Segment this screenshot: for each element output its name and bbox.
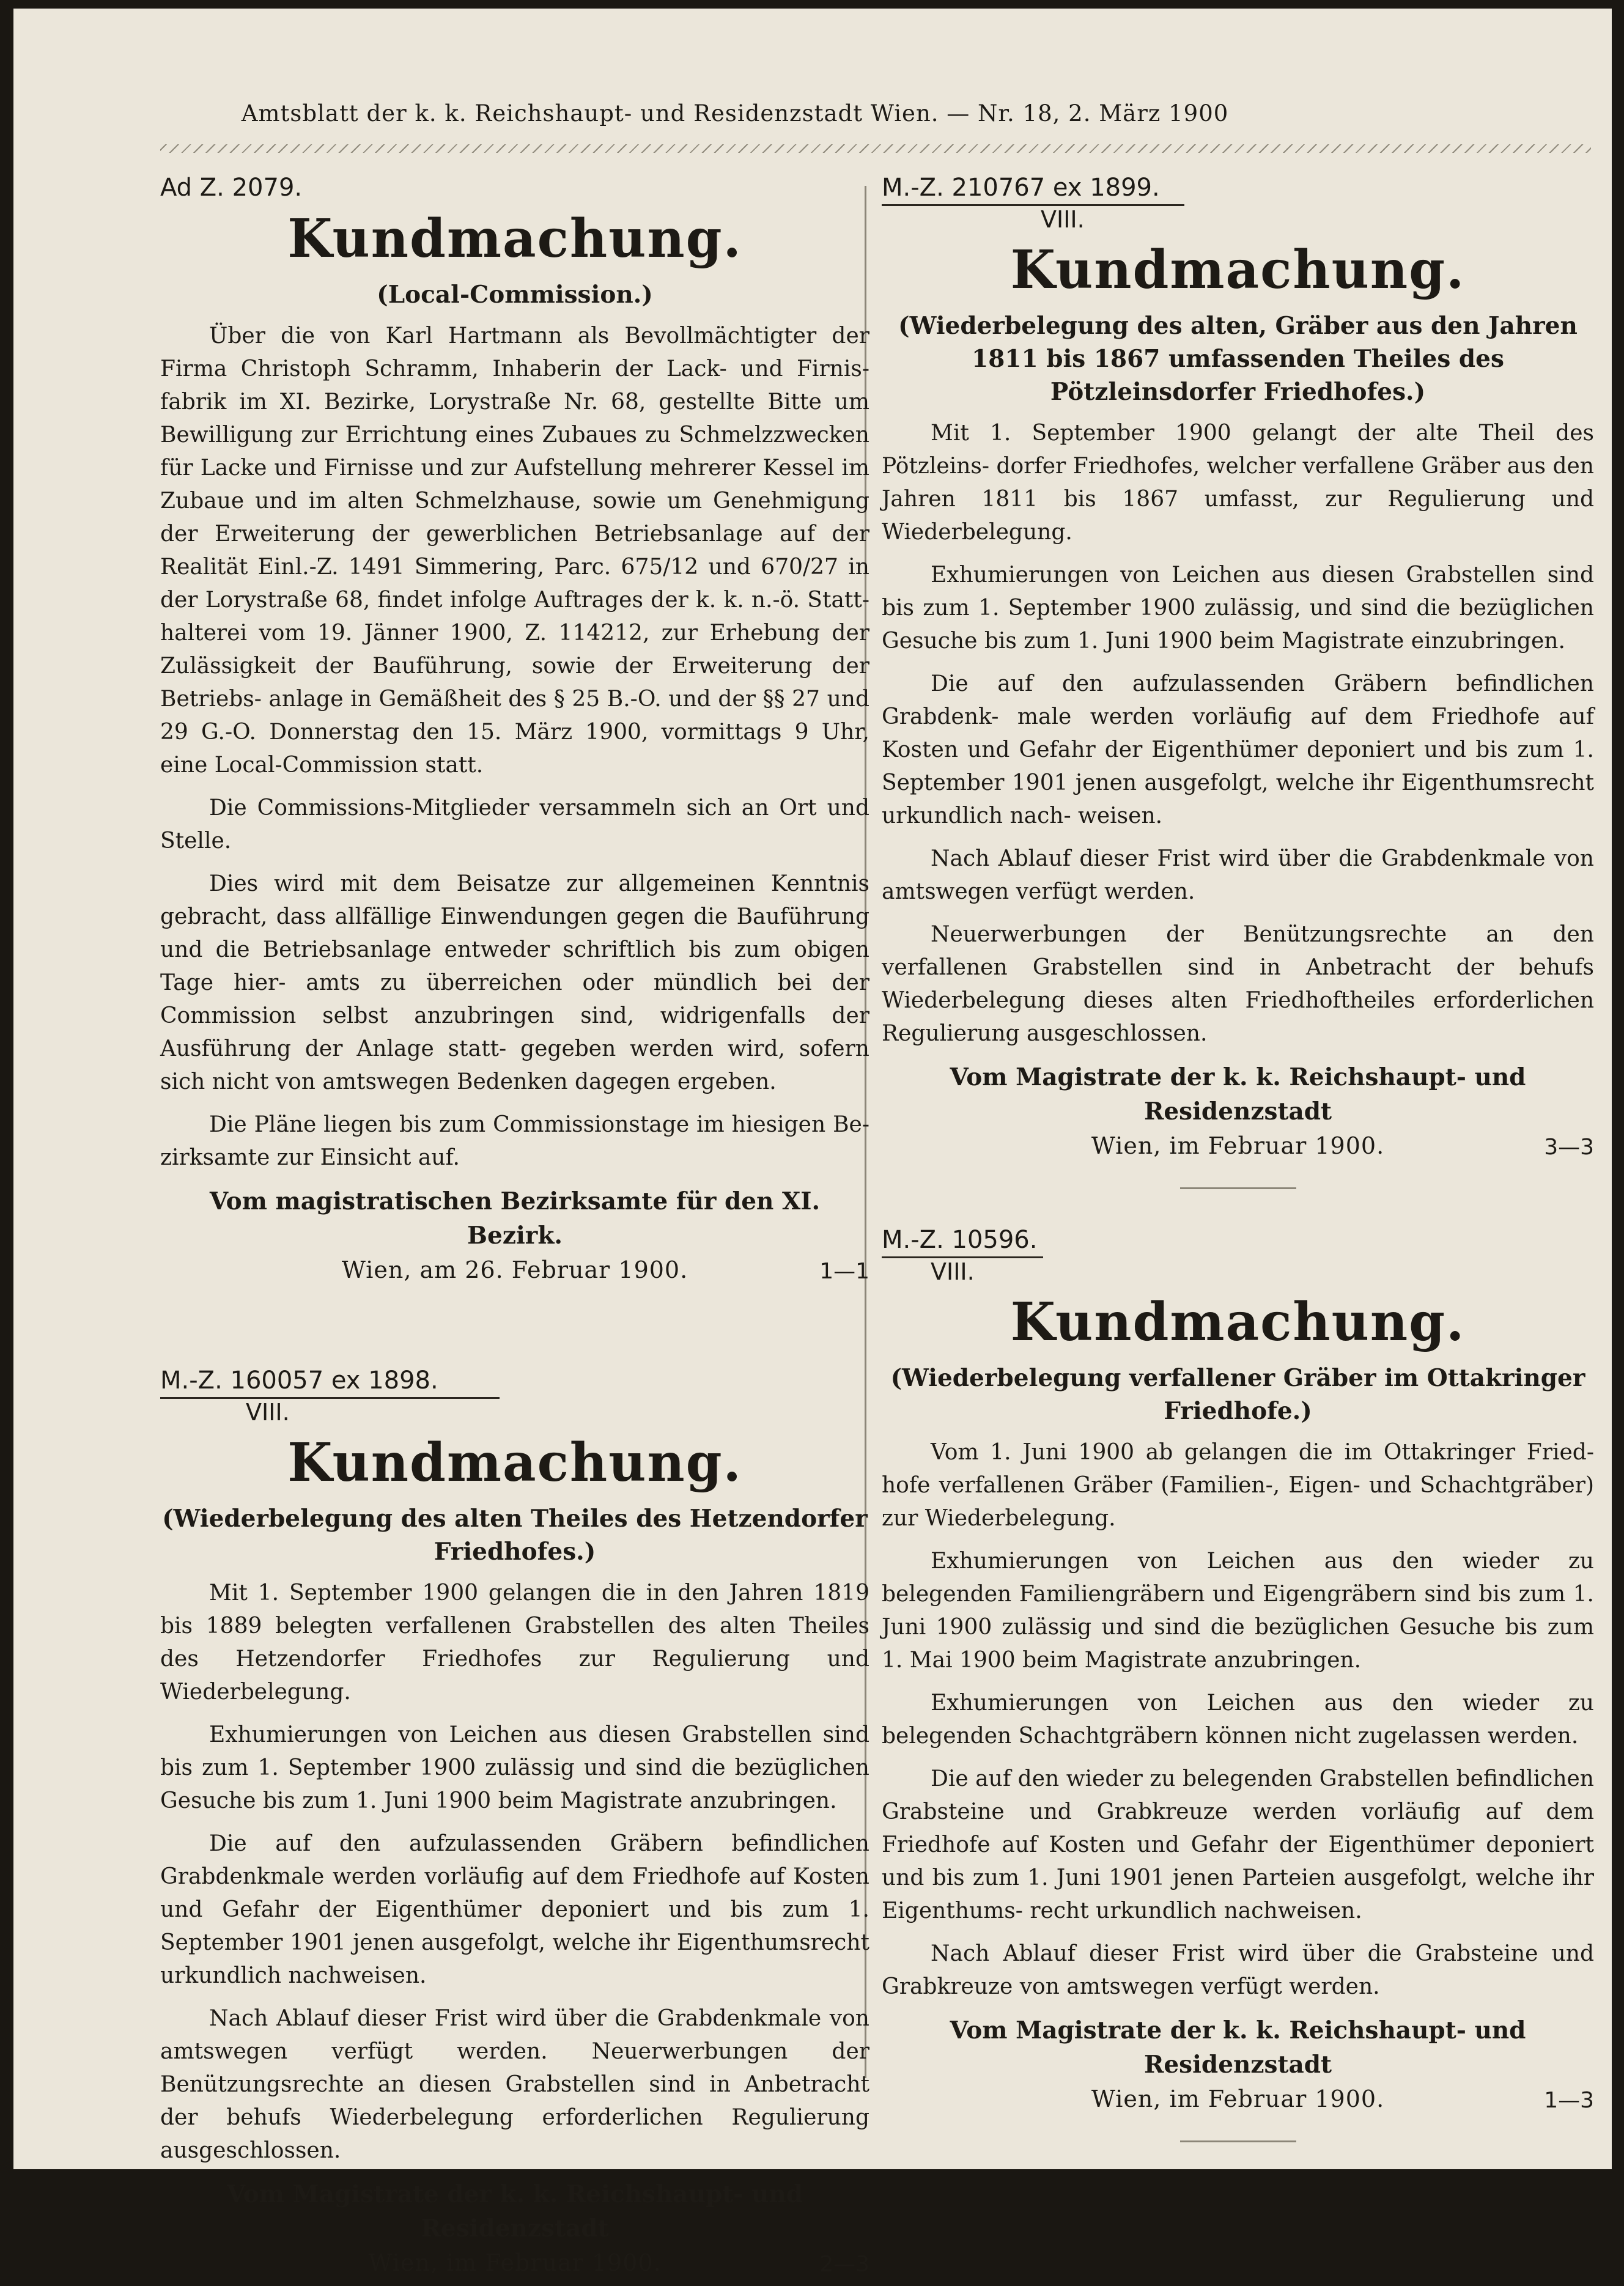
notice-section: VIII. xyxy=(246,1399,290,1426)
right-column xyxy=(882,174,1594,2142)
notice-paragraph: Exhumierungen von Leichen aus den wieder zu belegenden Schachtgräbern können nicht zugelassen werden. xyxy=(882,1691,1594,1749)
notice-date: Wien, im Februar 1900. xyxy=(1091,2085,1385,2112)
notice-date: Wien, am 26. Februar 1900. xyxy=(341,1256,688,1283)
notice-subtitle: (Local-Commission.) xyxy=(377,281,653,309)
notice-paragraph: Mit 1. September 1900 gelangen die in den Jahren 1819 bis 1889 belegten verfallenen Grabstellen des alten Theiles des Hetzendorfer Friedhofes zur Regulierung und Wiederbelegung. xyxy=(160,1580,869,1705)
left-column xyxy=(160,174,869,2286)
notice-date: Wien, im Februar 1900. xyxy=(368,2249,662,2276)
notice-paragraph: Nach Ablauf dieser Frist wird über die Grabdenkmale von amtswegen verfügt werden. Neuerwerbungen der Benützungsrechte an diesen Grabstellen sind in Anbetracht der behufs Wiederbelegung erforderlichen Regulierung ausgeschlossen. xyxy=(160,2006,869,2163)
notice-paragraph: Nach Ablauf dieser Frist wird über die Grabsteine und Grabkreuze von amtswegen verfügt werden. xyxy=(882,1941,1594,1999)
notice-title: Kundmachung. xyxy=(287,1432,742,1494)
notice-paragraph: Exhumierungen von Leichen aus den wieder zu belegenden Familiengräbern und Eigengräbern sind bis zum 1. Juni 1900 zulässig und sind die bezüglichen Gesuche bis zum 1. Mai 1900 beim Magistrate anzubringen. xyxy=(882,1549,1594,1673)
notice-paragraph: Die auf den wieder zu belegenden Grabstellen befindlichen Grabsteine und Grabkreuze werden vorläufig auf dem Friedhofe auf Kosten und Gefahr der Eigenthümer deponiert und bis zum 1. Juni 1901 jenen Parteien ausgefolgt, welche ihr Eigenthums- recht urkundlich nachweisen. xyxy=(882,1766,1594,1923)
notice-title: Kundmachung. xyxy=(1010,239,1466,301)
notice-section: VIII. xyxy=(931,1258,975,1285)
notice-number: 3—3 xyxy=(1544,1135,1594,1160)
notice-date-row xyxy=(160,2249,869,2286)
notice-signature: Vom Magistrate der k. k. Reichshaupt- und Residenzstadt xyxy=(950,2016,1526,2079)
notice-number: 2—3 xyxy=(819,2252,869,2277)
notice-separator xyxy=(1180,2140,1296,2142)
notice-date-row xyxy=(160,1256,869,1293)
notice-reference: M.-Z. 160057 ex 1898. xyxy=(160,1366,438,1395)
notice-poetzleinsdorf xyxy=(882,174,1594,1189)
notice-date-row xyxy=(882,1132,1594,1169)
newspaper-page xyxy=(13,9,1612,2277)
notice-paragraph: Vom 1. Juni 1900 ab gelangen die im Ottakringer Fried- hofe verfallenen Gräber (Familien-, Eigen- und Schachtgräber) zur Wiederbelegung. xyxy=(882,1440,1594,1531)
notice-paragraph: Die auf den aufzulassenden Gräbern befindlichen Grabdenk- male werden vorläufig auf dem Friedhofe auf Kosten und Gefahr der Eigenthümer deponiert und bis zum 1. September 1901 jenen ausgefolgt, welche ihr Eigenthumsrecht urkundlich nach- weisen. xyxy=(882,671,1594,828)
notice-signature: Vom Magistrate der k. k. Reichshaupt- und Residenzstadt xyxy=(227,2180,803,2243)
notice-number: 1—3 xyxy=(1544,2088,1594,2113)
notice-paragraph: Die auf den aufzulassenden Gräbern befindlichen Grabdenkmale werden vorläufig auf dem Friedhofe auf Kosten und Gefahr der Eigenthümer deponiert und bis zum 1. September 1901 jenen ausgefolgt, welche ihr Eigenthumsrecht urkundlich nachweisen. xyxy=(160,1831,869,1988)
notice-date: Wien, im Februar 1900. xyxy=(1091,1132,1385,1159)
notice-subtitle: (Wiederbelegung des alten, Gräber aus den Jahren 1811 bis 1867 umfassenden Theiles des Pötzleinsdorfer Friedhofes.) xyxy=(898,312,1578,406)
notice-signature: Vom Magistrate der k. k. Reichshaupt- und Residenzstadt xyxy=(950,1063,1526,1126)
notice-paragraph: Exhumierungen von Leichen aus diesen Grabstellen sind bis zum 1. September 1900 zulässig und sind die bezüglichen Gesuche bis zum 1. Juni 1900 beim Magistrate anzubringen. xyxy=(160,1722,869,1813)
notice-separator xyxy=(1180,1187,1296,1189)
notice-local-commission xyxy=(160,174,869,1293)
notice-paragraph: Neuerwerbungen der Benützungsrechte an den verfallenen Grabstellen sind in Anbetracht der behufs Wiederbelegung dieses alten Friedhoftheiles erforderlichen Regulierung ausgeschlossen. xyxy=(882,922,1594,1046)
notice-title: Kundmachung. xyxy=(287,208,742,270)
notice-signature: Vom magistratischen Bezirksamte für den XI. Bezirk. xyxy=(209,1187,821,1250)
notice-ottakring xyxy=(882,1226,1594,2142)
notice-date-row xyxy=(882,2085,1594,2122)
notice-paragraph: Nach Ablauf dieser Frist wird über die Grabdenkmale von amtswegen verfügt werden. xyxy=(882,846,1594,904)
notice-paragraph: Exhumierungen von Leichen aus diesen Grabstellen sind bis zum 1. September 1900 zulässig, und sind die bezüglichen Gesuche bis zum 1. Juni 1900 beim Magistrate einzubringen. xyxy=(882,562,1594,654)
notice-paragraph: Die Pläne liegen bis zum Commissionstage im hiesigen Be- zirksamte zur Einsicht auf. xyxy=(160,1112,869,1170)
notice-paragraph: Dies wird mit dem Beisatze zur allgemeinen Kenntnis gebracht, dass allfällige Einwendungen gegen die Bauführung und die Betriebsanlage entweder schriftlich bis zum obigen Tage hier- amts zu überreichen oder mündlich bei der Commission selbst anzubringen sind, widrigenfalls der Ausführung der Anlage statt- gegeben werden wird, sofern sich nicht von amtswegen Bedenken dagegen ergeben. xyxy=(160,871,869,1094)
notice-subtitle: (Wiederbelegung des alten Theiles des Hetzendorfer Friedhofes.) xyxy=(162,1505,868,1566)
notice-reference: Ad Z. 2079. xyxy=(160,174,303,202)
page-header: Amtsblatt der k. k. Reichshaupt- und Residenzstadt Wien. — Nr. 18, 2. März 1900 xyxy=(241,100,1229,127)
header-wavy-rule xyxy=(160,144,1591,153)
notice-paragraph: Über die von Karl Hartmann als Bevollmächtigter der Firma Christoph Schramm, Inhaberin der Lack- und Firnis- fabrik im XI. Bezirke, Lorystraße Nr. 68, gestellte Bitte um Bewilligung zur Errichtung eines Zubaues zu Schmelzzwecken für Lacke und Firnisse und zur Aufstellung mehrerer Kessel im Zubaue und im alten Schmelzhause, sowie um Genehmigung der Erweiterung der gewerblichen Betriebsanlage auf der Realität Einl.-Z. 1491 Simmering, Parc. 675/12 und 670/27 in der Lorystraße 68, findet infolge Auftrages der k. k. n.-ö. Statt- halterei vom 19. Jänner 1900, Z. 114212, zur Erhebung der Zulässigkeit der Bauführung, sowie der Erweiterung der Betriebs- anlage in Gemäßheit des § 25 B.-O. und der §§ 27 und 29 G.-O. Donnerstag den 15. März 1900, vormittags 9 Uhr, eine Local-Commission statt. xyxy=(160,323,869,778)
notice-reference: M.-Z. 210767 ex 1899. xyxy=(882,174,1160,202)
notice-title: Kundmachung. xyxy=(1010,1291,1466,1353)
notice-section: VIII. xyxy=(1041,206,1085,233)
notice-paragraph: Die Commissions-Mitglieder versammeln sich an Ort und Stelle. xyxy=(160,795,869,854)
notice-hetzendorf xyxy=(160,1366,869,2286)
notice-reference: M.-Z. 10596. xyxy=(882,1226,1038,1254)
notice-subtitle: (Wiederbelegung verfallener Gräber im Ottakringer Friedhofe.) xyxy=(890,1364,1585,1425)
notice-paragraph: Mit 1. September 1900 gelangt der alte Theil des Pötzleins- dorfer Friedhofes, welcher verfallene Gräber aus den Jahren 1811 bis 1867 umfasst, zur Regulierung und Wiederbelegung. xyxy=(882,421,1594,545)
notice-number: 1—1 xyxy=(819,1259,869,1284)
